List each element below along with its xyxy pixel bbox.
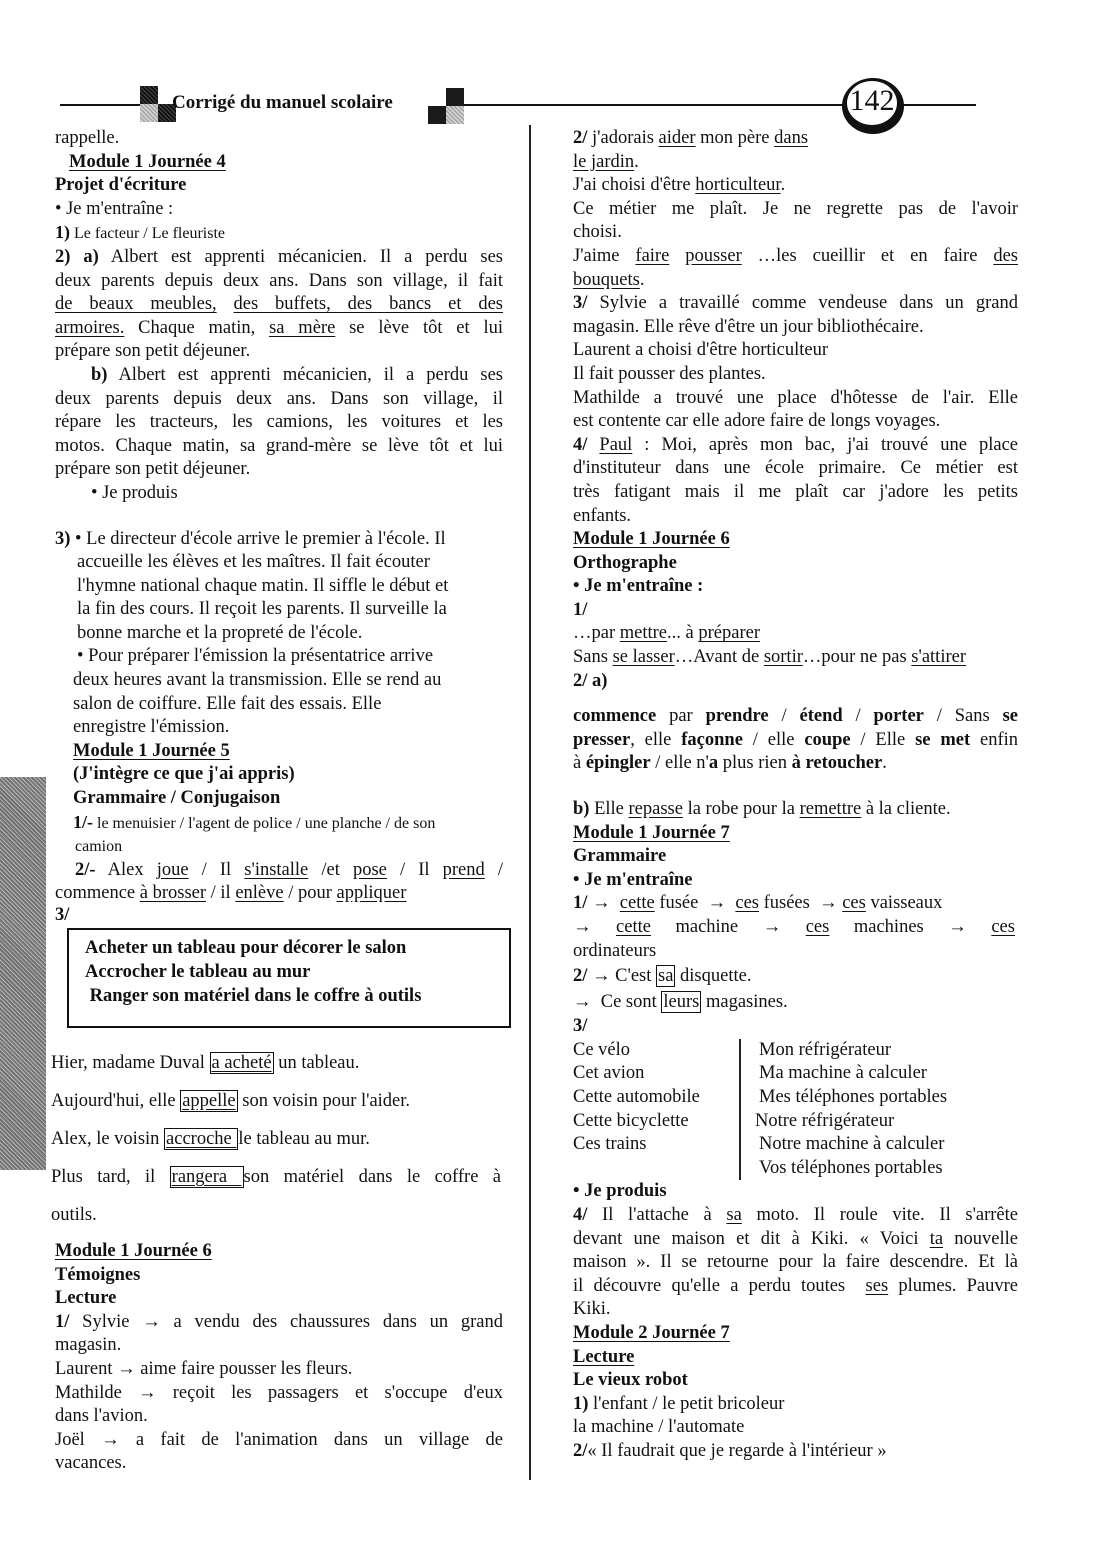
answer-label: 3/ — [55, 905, 70, 925]
text-line: Joël → a fait de l'animation dans un village de — [55, 1429, 503, 1450]
table-cell: Cet avion — [573, 1063, 645, 1084]
text-line: bonne marche et la propreté de l'école. — [77, 622, 363, 643]
left-column — [51, 127, 504, 1476]
text-line: Alex, le voisin accroche le tableau au mur. — [51, 1129, 370, 1149]
determiner-table — [573, 1039, 1018, 1181]
column-separator — [529, 125, 531, 1480]
bold-verb: commence — [573, 706, 657, 727]
answer-line: 4/ Il l'attache à sa moto. Il roule vite. Il s'arrête — [573, 1204, 1018, 1225]
text-line: camion — [75, 838, 123, 856]
text-fragment: / Sans — [923, 706, 1003, 727]
text-line: Kiki. — [573, 1299, 611, 1320]
text-line: la fin des cours. Il reçoit les parents. Il surveille la — [77, 599, 447, 620]
section-heading: Module 2 Journée 7 — [573, 1322, 730, 1343]
table-cell: Mon réfrigérateur — [759, 1039, 892, 1060]
text-line: J'aime faire pousser …les cueillir et en faire des — [573, 245, 1019, 266]
section-heading: Module 1 Journée 4 — [69, 151, 226, 172]
text-line: → cette machine → ces machines → ces — [573, 917, 1015, 937]
text-line: il découvre qu'elle a perdu toutes ses plumes. Pauvre — [573, 1275, 1018, 1296]
text-line: deux heures avant la transmission. Elle se rend au — [73, 670, 442, 691]
bold-verb: à retoucher — [791, 753, 883, 774]
text-line: motos. Chaque matin, sa grand-mère se lève tôt et lui — [55, 435, 503, 456]
bold-verb: coupe — [804, 729, 851, 750]
text-line: magasin. — [55, 1335, 122, 1356]
scan-margin-shading — [0, 777, 46, 1170]
text-line: enfants. — [573, 505, 632, 526]
text-line: → Ce sont leurs magasines. — [573, 992, 788, 1013]
header-decoration-right — [428, 88, 464, 126]
section-heading: Module 1 Journée 7 — [573, 822, 730, 843]
text-line: le jardin. — [573, 151, 639, 172]
subheading: Lecture — [573, 1346, 635, 1367]
text-line: maison ». Il se retourne pour la faire descendre. Et là — [573, 1252, 1018, 1273]
text-line: ordinateurs — [573, 940, 657, 961]
text-fragment: . — [882, 753, 887, 774]
subheading: (J'intègre ce que j'ai appris) — [73, 764, 295, 785]
answer-line: 2/« Il faudrait que je regarde à l'intérieur » — [573, 1440, 887, 1461]
bold-verb: se met — [915, 729, 971, 750]
text-fragment: à — [573, 753, 586, 774]
bullet-label: • Je m'entraîne : — [55, 198, 174, 219]
answer-line: 3/ Sylvie a travaillé comme vendeuse dans un grand — [573, 293, 1018, 314]
text-line: outils. — [51, 1205, 97, 1225]
text-line: rappelle. — [55, 128, 120, 148]
header-decoration-left — [140, 86, 176, 122]
text-line: d'instituteur dans une école primaire. Ce métier est — [573, 458, 1018, 479]
task-line: Ranger son matériel dans le coffre à outils — [85, 986, 422, 1006]
answer-line: 1) l'enfant / le petit bricoleur — [573, 1393, 785, 1414]
boxed-word: leurs — [663, 992, 700, 1013]
text-line: est contente car elle adore faire de longs voyages. — [573, 411, 941, 432]
text-line: Plus tard, il rangera son matériel dans le coffre à — [51, 1167, 501, 1187]
section-heading: Module 1 Journée 6 — [573, 529, 730, 550]
text-line: accueille les élèves et les maîtres. Il fait écouter — [77, 552, 430, 573]
header-title: Corrigé du manuel scolaire — [172, 92, 393, 113]
answer-line: 2/- Alex joue / Il s'installe /et pose / Il prend / — [75, 859, 503, 880]
bold-verb: étend — [799, 706, 843, 727]
text-fragment: par — [656, 706, 706, 727]
page-number: 142 — [849, 84, 895, 117]
text-line: …par mettre... à préparer — [573, 623, 760, 644]
answer-line: b) Albert est apprenti mécanicien, il a perdu ses — [91, 364, 503, 385]
answer-label: 3/ — [573, 1016, 588, 1037]
text-line: dans l'avion. — [55, 1406, 148, 1427]
text-line: salon de coiffure. Elle fait des essais. Elle — [73, 693, 382, 714]
table-column-left — [573, 1039, 741, 1181]
boxed-verb: accroche — [166, 1129, 237, 1149]
subheading: Le vieux robot — [573, 1370, 688, 1391]
bold-verb: se — [1002, 706, 1019, 727]
bold-verb: a — [708, 753, 719, 774]
mixed-line — [573, 705, 1018, 729]
subheading: Témoignes — [55, 1264, 141, 1285]
subheading: Projet d'écriture — [55, 175, 187, 196]
table-cell: Notre réfrigérateur — [755, 1110, 895, 1131]
table-cell: Vos téléphones portables — [759, 1157, 943, 1178]
answer-line: 3) • Le directeur d'école arrive le premier à l'école. Il — [55, 528, 446, 549]
text-line: armoires. Chaque matin, sa mère se lève tôt et lui — [55, 317, 503, 338]
mixed-line — [573, 729, 1018, 753]
answer-line: 2/ → C'est sa disquette. — [573, 966, 752, 987]
text-line: Mathilde → reçoit les passagers et s'occupe d'eux — [55, 1382, 503, 1403]
text-line: Laurent → aime faire pousser les fleurs. — [55, 1358, 353, 1379]
answer-line: 2/ j'adorais aider mon père dans — [573, 128, 809, 148]
task-line: Accrocher le tableau au mur — [85, 962, 311, 982]
answer-line: 4/ Paul : Moi, après mon bac, j'ai trouvé une place — [573, 434, 1018, 455]
text-line: Hier, madame Duval a acheté un tableau. — [51, 1053, 360, 1073]
answer-label: 1/ — [573, 599, 588, 620]
text-fragment: / — [842, 706, 874, 727]
table-cell: Cette bicyclette — [573, 1110, 689, 1131]
bold-verb: porter — [873, 706, 924, 727]
text-fragment: , elle — [630, 729, 682, 750]
text-line: répare les tracteurs, les camions, les voitures et les — [55, 412, 503, 433]
section-heading: Module 1 Journée 5 — [73, 740, 230, 761]
table-cell: Notre machine à calculer — [759, 1134, 945, 1155]
bullet-label: • Je produis — [91, 482, 178, 503]
text-line: prépare son petit déjeuner. — [55, 459, 251, 480]
text-line: enregistre l'émission. — [73, 717, 230, 738]
bold-verb: épingler — [585, 753, 651, 774]
bullet-label: • Je produis — [573, 1181, 667, 1202]
text-line: choisi. — [573, 222, 622, 243]
text-line: Laurent a choisi d'être horticulteur — [573, 340, 829, 361]
table-cell: Cette automobile — [573, 1086, 700, 1107]
text-line: prépare son petit déjeuner. — [55, 341, 251, 362]
bold-verb: presser — [573, 729, 631, 750]
right-column — [573, 127, 1018, 1463]
text-line: de beaux meubles, des buffets, des bancs et des — [55, 294, 503, 315]
text-line: Sans se lasser…Avant de sortir…pour ne pas s'attirer — [573, 647, 966, 668]
table-cell: Ma machine à calculer — [759, 1063, 927, 1084]
header-rule-left — [60, 104, 142, 106]
answer-line: 1/ → cette fusée → ces fusées → ces vaisseaux — [573, 893, 943, 914]
text-line: la machine / l'automate — [573, 1417, 745, 1438]
bold-verb: façonne — [681, 729, 743, 750]
subheading: Grammaire — [573, 846, 667, 867]
section-heading: Module 1 Journée 6 — [55, 1241, 212, 1261]
table-cell: Ces trains — [573, 1134, 647, 1155]
text-line: très fatigant mais il me plaît car j'adore les petits — [573, 481, 1018, 502]
text-fragment: enfin — [970, 729, 1019, 750]
text-line: Mathilde a trouvé une place d'hôtesse de l'air. Elle — [573, 387, 1018, 408]
bold-verb: prendre — [705, 706, 769, 727]
text-line: • Pour préparer l'émission la présentatrice arrive — [77, 646, 434, 667]
text-line: Ce métier me plaît. Je ne regrette pas de l'avoir — [573, 198, 1018, 219]
text-line: deux parents depuis deux ans. Dans son village, il — [55, 388, 503, 409]
subheading: Lecture — [55, 1288, 117, 1309]
header-rule-middle — [464, 104, 846, 106]
subheading: Orthographe — [573, 552, 677, 573]
boxed-word: sa — [658, 966, 674, 987]
text-fragment: / elle — [742, 729, 805, 750]
text-line: deux parents depuis deux ans. Dans son village, il fait — [55, 270, 503, 291]
text-line: vacances. — [55, 1453, 127, 1474]
text-line: Aujourd'hui, elle appelle son voisin pour l'aider. — [51, 1091, 411, 1111]
text-fragment: plus rien — [718, 753, 792, 774]
answer-line: b) Elle repasse la robe pour la remettre à la cliente. — [573, 799, 951, 820]
answer-line: 2) a) Albert est apprenti mécanicien. Il a perdu ses — [55, 246, 504, 267]
answer-line: 1/- le menuisier / l'agent de police / une planche / de son — [73, 811, 436, 832]
boxed-verb: a acheté — [211, 1053, 272, 1073]
text-fragment: / elle n' — [650, 753, 709, 774]
task-line: Acheter un tableau pour décorer le salon — [85, 938, 407, 958]
answer-line: 1) Le facteur / Le fleuriste — [55, 222, 226, 243]
bullet-label: • Je m'entraîne : — [573, 576, 704, 597]
text-line: commence à brosser / il enlève / pour appliquer — [55, 883, 407, 904]
header-rule-right — [902, 104, 976, 106]
text-line: J'ai choisi d'être horticulteur. — [573, 175, 786, 196]
subheading: Grammaire / Conjugaison — [73, 788, 281, 809]
text-line: Il fait pousser des plantes. — [573, 363, 766, 384]
boxed-verb: rangera — [171, 1167, 242, 1187]
answer-label: 2/ a) — [573, 670, 608, 691]
table-column-right — [741, 1039, 947, 1181]
text-line: devant une maison et dit à Kiki. « Voici ta nouvelle — [573, 1228, 1019, 1249]
table-cell: Ce vélo — [573, 1039, 631, 1060]
text-fragment: / — [768, 706, 800, 727]
answer-line: 1/ Sylvie → a vendu des chaussures dans un grand — [55, 1311, 503, 1332]
mixed-line — [573, 752, 1018, 776]
text-fragment: / Elle — [850, 729, 916, 750]
text-line: bouquets. — [573, 269, 645, 290]
table-cell: Mes téléphones portables — [759, 1086, 948, 1107]
bullet-label: • Je m'entraîne — [573, 869, 693, 890]
text-line: l'hymne national chaque matin. Il siffle le début et — [77, 575, 449, 596]
boxed-verb: appelle — [182, 1091, 236, 1111]
text-line: magasin. Elle rêve d'être un jour bibliothécaire. — [573, 316, 924, 337]
task-box — [67, 928, 511, 1028]
